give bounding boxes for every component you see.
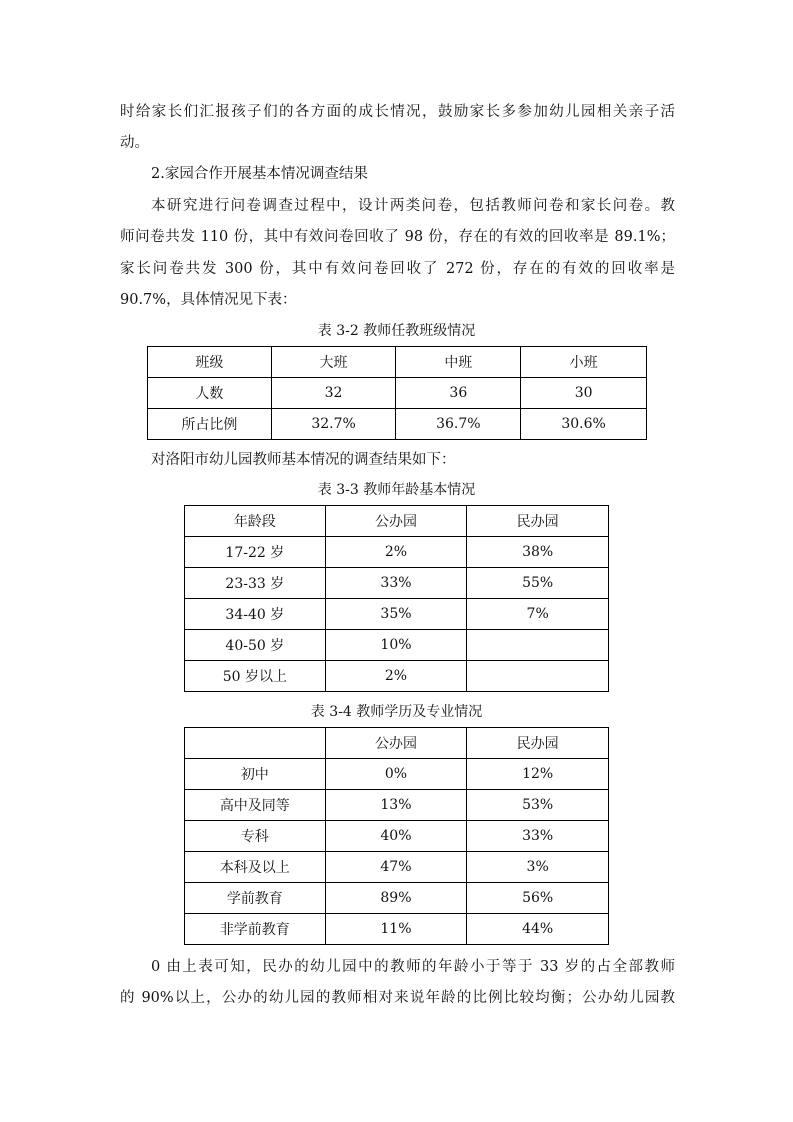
table-cell: 33% xyxy=(467,821,609,852)
section-heading: 2.家园合作开展基本情况调查结果 xyxy=(151,166,368,182)
table-cell: 56% xyxy=(467,883,609,914)
table-cell: 大班 xyxy=(271,347,396,378)
table-cell: 30.6% xyxy=(521,409,647,440)
paragraph-line: 0 由上表可知，民办的幼儿园中的教师的年龄小于等于 33 岁的占全部教师 xyxy=(151,959,675,975)
table-row xyxy=(185,506,609,537)
paragraph-line: 对洛阳市幼儿园教师基本情况的调查结果如下： xyxy=(151,452,456,468)
table-cell xyxy=(467,661,609,692)
table-caption: 表 3-2 教师任教班级情况 xyxy=(317,323,476,339)
table-cell: 高中及同等 xyxy=(185,790,326,821)
table-row xyxy=(185,630,609,661)
table-row xyxy=(185,790,609,821)
table-class-distribution xyxy=(147,346,647,440)
table-row xyxy=(185,568,609,599)
table-cell: 中班 xyxy=(396,347,521,378)
table-cell: 40-50 岁 xyxy=(185,630,326,661)
table-cell: 36.7% xyxy=(396,409,521,440)
table-cell: 民办园 xyxy=(467,506,609,537)
table-cell: 初中 xyxy=(185,759,326,790)
table-cell: 30 xyxy=(521,378,647,409)
table-row xyxy=(148,409,647,440)
table-cell: 44% xyxy=(467,914,609,945)
table-cell: 13% xyxy=(325,790,467,821)
table-cell: 非学前教育 xyxy=(185,914,326,945)
table-cell: 公办园 xyxy=(325,506,467,537)
paragraph-line: 时给家长们汇报孩子们的各方面的成长情况，鼓励家长多参加幼儿园相关亲子活 xyxy=(120,104,675,120)
paragraph-line: 家长问卷共发 300 份，其中有效问卷回收了 272 份，存在的有效的回收率是 xyxy=(120,261,675,277)
table-row xyxy=(185,661,609,692)
table-cell: 33% xyxy=(325,568,467,599)
paragraph-line: 动。 xyxy=(120,135,149,151)
paragraph-line: 本研究进行问卷调查过程中，设计两类问卷，包括教师问卷和家长问卷。教 xyxy=(151,198,675,214)
table-row xyxy=(185,914,609,945)
table-cell xyxy=(185,728,326,759)
table-cell: 7% xyxy=(467,599,609,630)
table-teacher-age xyxy=(184,505,609,692)
table-cell: 班级 xyxy=(148,347,272,378)
table-cell: 17-22 岁 xyxy=(185,537,326,568)
table-row xyxy=(185,728,609,759)
table-cell: 32 xyxy=(271,378,396,409)
table-cell: 35% xyxy=(325,599,467,630)
table-cell: 23-33 岁 xyxy=(185,568,326,599)
table-cell: 3% xyxy=(467,852,609,883)
table-row xyxy=(148,378,647,409)
table-row xyxy=(185,599,609,630)
table-cell: 人数 xyxy=(148,378,272,409)
table-row xyxy=(185,821,609,852)
table-cell: 民办园 xyxy=(467,728,609,759)
table-cell: 89% xyxy=(325,883,467,914)
table-caption: 表 3-3 教师年龄基本情况 xyxy=(317,482,476,498)
table-caption: 表 3-4 教师学历及专业情况 xyxy=(310,704,483,720)
table-cell: 40% xyxy=(325,821,467,852)
table-cell: 55% xyxy=(467,568,609,599)
table-cell: 学前教育 xyxy=(185,883,326,914)
table-cell: 年龄段 xyxy=(185,506,326,537)
table-cell: 47% xyxy=(325,852,467,883)
table-cell: 12% xyxy=(467,759,609,790)
table-row xyxy=(185,852,609,883)
table-row xyxy=(185,759,609,790)
table-cell: 2% xyxy=(325,661,467,692)
table-cell: 53% xyxy=(467,790,609,821)
table-cell: 小班 xyxy=(521,347,647,378)
table-cell: 34-40 岁 xyxy=(185,599,326,630)
table-cell: 公办园 xyxy=(325,728,467,759)
table-cell: 10% xyxy=(325,630,467,661)
table-cell: 专科 xyxy=(185,821,326,852)
table-cell xyxy=(467,630,609,661)
paragraph-line: 的 90%以上，公办的幼儿园的教师相对来说年龄的比例比较均衡；公办幼儿园教 xyxy=(120,990,675,1006)
table-cell: 38% xyxy=(467,537,609,568)
table-cell: 32.7% xyxy=(271,409,396,440)
table-cell: 50 岁以上 xyxy=(185,661,326,692)
table-cell: 36 xyxy=(396,378,521,409)
table-cell: 11% xyxy=(325,914,467,945)
table-cell: 所占比例 xyxy=(148,409,272,440)
table-row xyxy=(185,537,609,568)
table-cell: 0% xyxy=(325,759,467,790)
table-row xyxy=(148,347,647,378)
table-teacher-education xyxy=(184,727,609,945)
table-cell: 本科及以上 xyxy=(185,852,326,883)
paragraph-line: 90.7%，具体情况见下表： xyxy=(120,292,297,308)
table-cell: 2% xyxy=(325,537,467,568)
table-row xyxy=(185,883,609,914)
paragraph-line: 师问卷共发 110 份，其中有效问卷回收了 98 份，存在的有效的回收率是 89.1%； xyxy=(120,229,675,245)
